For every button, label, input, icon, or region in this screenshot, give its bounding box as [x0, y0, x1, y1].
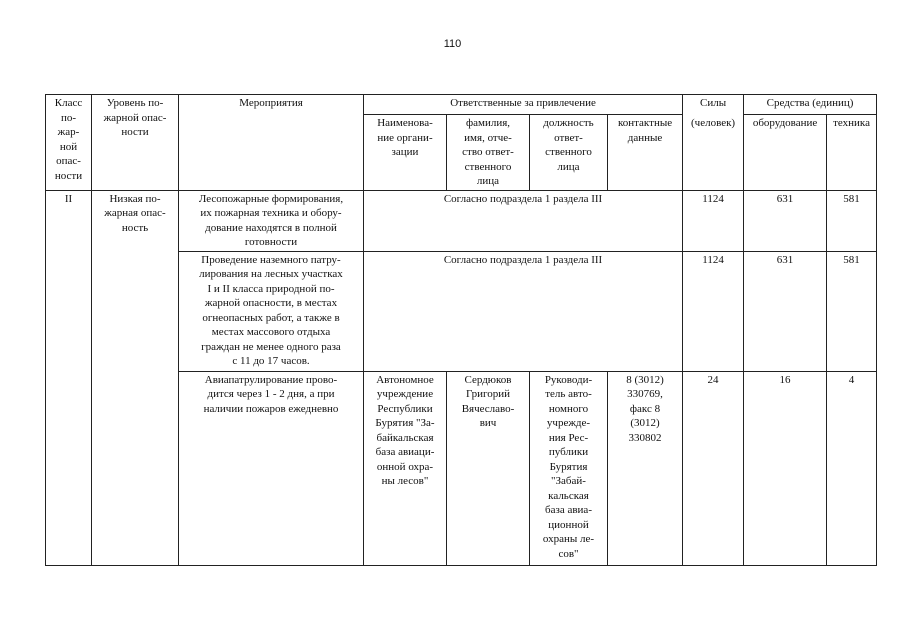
- fire-danger-measures-table: [45, 94, 877, 566]
- row-measure: Проведение наземного патру- лирования на лесных участках I и II класса природной по- жарной опасности, в местах огнеопасных работ, а также в местах массового отдыха граждан не менее одного раза с 11 до 17 часов.: [179, 251, 364, 371]
- row-equipment: 631: [744, 190, 827, 251]
- header-measures: Мероприятия: [179, 95, 364, 191]
- header-forces: Силы: [683, 95, 744, 115]
- header-contacts: контактные данные: [608, 115, 683, 191]
- row-position: Руководи- тель авто- номного учрежде- ния Рес- публики Бурятия "Забай- кальская база авиа- ционной охраны ле- сов": [530, 371, 608, 565]
- row-forces: 24: [683, 371, 744, 565]
- row-measure: Авиапатрулирование прово- дится через 1 - 2 дня, а при наличии пожаров ежедневно: [179, 371, 364, 565]
- header-technique: техника: [827, 115, 877, 191]
- header-people: (человек): [683, 115, 744, 191]
- header-class: Класс по- жар- ной опас- ности: [46, 95, 92, 191]
- header-equipment: оборудование: [744, 115, 827, 191]
- row-level: Низкая по- жарная опас- ность: [92, 190, 179, 565]
- header-means: Средства (единиц): [744, 95, 877, 115]
- row-technique: 581: [827, 190, 877, 251]
- row-fio: Сердюков Григорий Вячеславо- вич: [447, 371, 530, 565]
- row-forces: 1124: [683, 190, 744, 251]
- row-responsible-merged: Согласно подраздела 1 раздела III: [364, 190, 683, 251]
- row-equipment: 16: [744, 371, 827, 565]
- row-technique: 4: [827, 371, 877, 565]
- row-measure: Лесопожарные формирования, их пожарная техника и обору- дование находятся в полной готовности: [179, 190, 364, 251]
- row-org: Автономное учреждение Республики Бурятия "За- байкальская база авиаци- онной охра- ны лесов": [364, 371, 447, 565]
- header-responsible: Ответственные за привлечение: [364, 95, 683, 115]
- row-class: II: [46, 190, 92, 565]
- row-contacts: 8 (3012) 330769, факс 8 (3012) 330802: [608, 371, 683, 565]
- page-number: 110: [443, 38, 462, 50]
- header-level: Уровень по- жарной опас- ности: [92, 95, 179, 191]
- row-forces: 1124: [683, 251, 744, 371]
- row-equipment: 631: [744, 251, 827, 371]
- row-responsible-merged: Согласно подраздела 1 раздела III: [364, 251, 683, 371]
- header-org-name: Наименова- ние органи- зации: [364, 115, 447, 191]
- table-row: [46, 190, 877, 251]
- header-fio: фамилия, имя, отче- ство ответ- ственного лица: [447, 115, 530, 191]
- row-technique: 581: [827, 251, 877, 371]
- header-position: должность ответ- ственного лица: [530, 115, 608, 191]
